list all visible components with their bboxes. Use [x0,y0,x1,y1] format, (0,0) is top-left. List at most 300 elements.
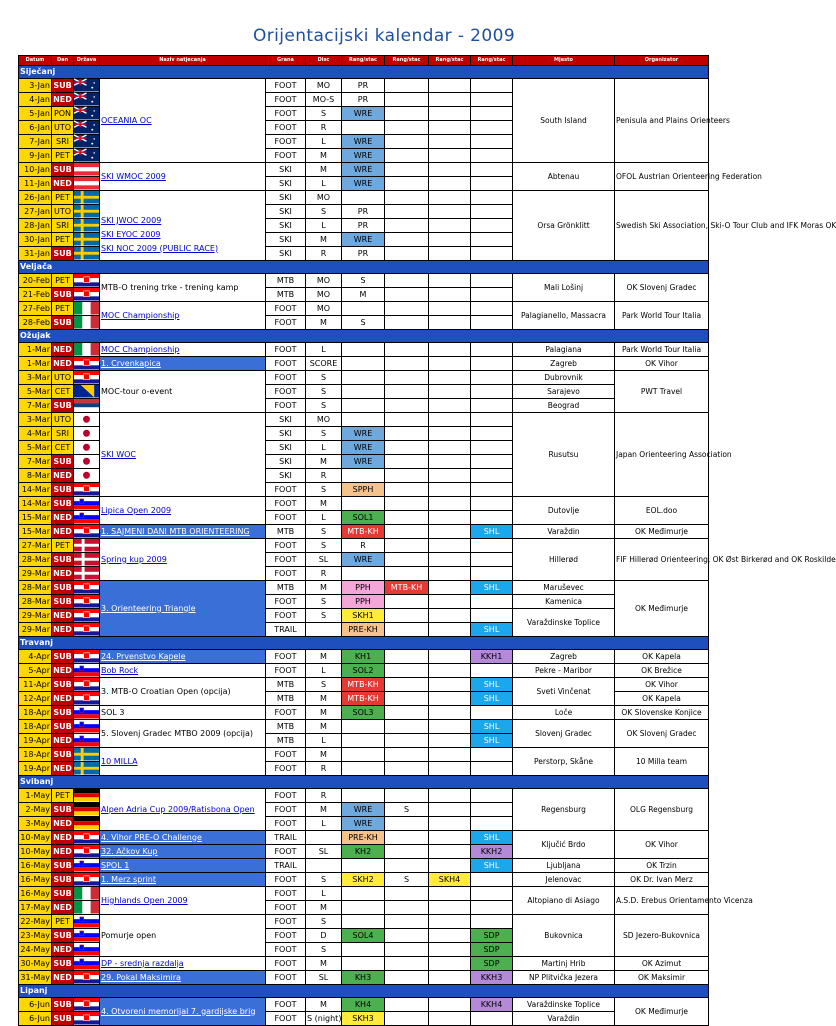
organizer-cell: OK Međimurje [615,581,709,637]
rank-cell: SKH3 [342,1012,385,1026]
rank-cell [342,943,385,957]
event-name-link[interactable]: Bob Rock [100,664,266,678]
event-row [19,413,709,427]
date-cell: 19-Apr [19,734,52,748]
location-cell: Abtenau [513,163,615,191]
rank-cell [429,427,471,441]
event-name-line[interactable]: SKI JWOC 2009 [101,215,162,225]
branch-cell: FOOT [266,943,306,957]
rank-cell [385,762,429,776]
rank-cell [429,247,471,261]
discipline-cell: S [306,678,342,692]
rank-cell [385,817,429,831]
rank-cell [385,163,429,177]
location-cell: Ljubljana [513,859,615,873]
rank-cell [471,205,513,219]
date-cell: 16-May [19,887,52,901]
rank-cell [429,483,471,497]
event-name-link[interactable]: DP - srednja razdalja [100,957,266,971]
day-cell: CET [52,441,74,455]
month-header-row [19,637,709,650]
organizer-cell: Swedish Ski Association, Ski-O Tour Club and IFK Moras OK [615,191,709,261]
discipline-cell [306,623,342,637]
rank-cell [471,803,513,817]
rank-cell [471,302,513,316]
cro-flag-icon [74,288,100,302]
discipline-cell: S [306,595,342,609]
branch-cell: FOOT [266,789,306,803]
date-cell: 1-May [19,789,52,803]
rank-cell [385,971,429,985]
rank-cell [429,274,471,288]
column-header: Rang/stac [385,56,429,66]
rank-cell [471,357,513,371]
branch-cell: FOOT [266,553,306,567]
discipline-cell: S [306,539,342,553]
cro-flag-icon [74,971,100,985]
discipline-cell: S [306,525,342,539]
date-cell: 7-Mar [19,399,52,413]
rank-cell [471,553,513,567]
organizer-cell: Park World Tour Italia [615,343,709,357]
rank-cell: MTB-KH [342,692,385,706]
rank-cell [429,664,471,678]
discipline-cell: L [306,511,342,525]
den-flag-icon [74,567,100,581]
event-name-link[interactable]: Lipica Open 2009 [100,497,266,525]
date-cell: 28-Mar [19,581,52,595]
aus-flag-icon [74,107,100,121]
event-name-link[interactable]: SKI WOC [100,413,266,497]
rank-cell: WRE [342,427,385,441]
discipline-cell: SL [306,553,342,567]
slo-flag-icon [74,664,100,678]
date-cell: 10-May [19,845,52,859]
branch-cell: FOOT [266,915,306,929]
day-cell: UTO [52,121,74,135]
event-name-link[interactable]: MOC Championship [100,343,266,357]
rank-cell [385,748,429,762]
discipline-cell: S [306,483,342,497]
cro-flag-icon [74,483,100,497]
discipline-cell: L [306,887,342,901]
aus-flag-icon [74,79,100,93]
rank-cell [385,371,429,385]
rank-cell [471,121,513,135]
location-cell: Hillerød [513,539,615,581]
branch-cell: FOOT [266,357,306,371]
rank-cell: SHL [471,525,513,539]
rank-cell [342,302,385,316]
discipline-cell: M [306,901,342,915]
event-row [19,971,709,985]
slo-flag-icon [74,957,100,971]
rank-cell [385,692,429,706]
ita-flag-icon [74,887,100,901]
event-row [19,678,709,692]
rank-cell [342,469,385,483]
rank-cell [471,385,513,399]
day-cell: NED [52,469,74,483]
date-cell: 5-Mar [19,385,52,399]
slo-flag-icon [74,734,100,748]
rank-cell: SHL [471,734,513,748]
rank-cell [429,399,471,413]
rank-cell [385,525,429,539]
rank-cell [385,553,429,567]
location-cell: Maruševec [513,581,615,595]
date-cell: 11-Jan [19,177,52,191]
discipline-cell: M [306,497,342,511]
organizer-cell: OK Međimurje [615,525,709,539]
date-cell: 6-Jun [19,1012,52,1026]
event-name-link: 5. Slovenj Gradec MTBO 2009 (opcija) [100,720,266,748]
rank-cell: PRE-KH [342,831,385,845]
day-cell: PET [52,915,74,929]
rank-cell [385,859,429,873]
date-cell: 14-Mar [19,483,52,497]
organizer-cell: OK Vihor [615,678,709,692]
date-cell: 6-Jun [19,998,52,1012]
rank-cell [471,567,513,581]
branch-cell: FOOT [266,664,306,678]
discipline-cell: MO-S [306,93,342,107]
den-flag-icon [74,553,100,567]
branch-cell: FOOT [266,107,306,121]
rank-cell [385,191,429,205]
event-name-line[interactable]: SKI EYOC 2009 [101,229,161,239]
swe-flag-icon [74,762,100,776]
rank-cell [429,385,471,399]
branch-cell: FOOT [266,399,306,413]
discipline-cell: L [306,817,342,831]
day-cell: SUB [52,399,74,413]
branch-cell: FOOT [266,845,306,859]
column-header: Grana [266,56,306,66]
discipline-cell: M [306,748,342,762]
month-label: Svibanj [19,776,709,789]
rank-cell: WRE [342,149,385,163]
rank-cell [429,831,471,845]
location-cell: Sveti Vinčenat [513,678,615,706]
day-cell: NED [52,664,74,678]
day-cell: NED [52,692,74,706]
column-header: Naziv natjecanja [100,56,266,66]
event-row [19,706,709,720]
column-header: Dan [52,56,74,66]
branch-cell: SKI [266,233,306,247]
rank-cell [385,734,429,748]
rank-cell [342,957,385,971]
rank-cell [385,441,429,455]
branch-cell: MTB [266,734,306,748]
rank-cell [385,720,429,734]
branch-cell: FOOT [266,483,306,497]
event-name-link[interactable]: Spring kup 2009 [100,539,266,581]
rank-cell: SHL [471,831,513,845]
day-cell: NED [52,734,74,748]
date-cell: 31-Jan [19,247,52,261]
cro-flag-icon [74,595,100,609]
date-cell: 29-Mar [19,567,52,581]
column-header: Organizator [615,56,709,66]
discipline-cell: S [306,915,342,929]
event-row [19,302,709,316]
rank-cell [385,316,429,330]
location-cell: Varaždin [513,525,615,539]
date-cell: 6-Jan [19,121,52,135]
event-name-link[interactable]: OCEANIA OC [100,79,266,163]
rank-cell: S [342,274,385,288]
branch-cell: FOOT [266,998,306,1012]
branch-cell: SKI [266,219,306,233]
event-name-line[interactable]: SKI NOC 2009 (PUBLIC RACE) [101,243,219,253]
rank-cell: SDP [471,957,513,971]
discipline-cell: M [306,706,342,720]
rank-cell [471,149,513,163]
date-cell: 2-May [19,803,52,817]
location-cell: Pekre - Maribor [513,664,615,678]
rank-cell [471,887,513,901]
day-cell: SUB [52,748,74,762]
branch-cell: TRAIL [266,859,306,873]
location-cell: Jelenovac [513,873,615,887]
location-cell: Perstorp, Skåne [513,748,615,776]
date-cell: 20-Feb [19,274,52,288]
cro-flag-icon [74,998,100,1012]
rank-cell: MTB-KH [385,581,429,595]
date-cell: 16-May [19,859,52,873]
date-cell: 3-May [19,817,52,831]
rank-cell [471,135,513,149]
rank-cell [471,247,513,261]
branch-cell: SKI [266,163,306,177]
event-name-link[interactable]: 1. SAJMENI DANI MTB ORIENTEERING [100,525,266,539]
swe-flag-icon [74,233,100,247]
discipline-cell: M [306,581,342,595]
day-cell: SUB [52,581,74,595]
column-header: Datum [19,56,52,66]
branch-cell: FOOT [266,748,306,762]
rank-cell: WRE [342,135,385,149]
event-row [19,525,709,539]
rank-cell [342,357,385,371]
event-row [19,343,709,357]
date-cell: 28-Mar [19,595,52,609]
event-name-link[interactable]: MOC Championship [100,302,266,330]
discipline-cell: S [306,107,342,121]
rank-cell [385,357,429,371]
date-cell: 15-Mar [19,525,52,539]
discipline-cell: M [306,650,342,664]
rank-cell [385,650,429,664]
discipline-cell: MO [306,274,342,288]
event-name-link[interactable]: SPOL 1 [100,859,266,873]
event-row [19,748,709,762]
rank-cell [429,553,471,567]
rank-cell: MTB-KH [342,525,385,539]
rank-cell [385,511,429,525]
day-cell: SUB [52,998,74,1012]
location-cell: Altopiano di Asiago [513,887,615,915]
branch-cell: FOOT [266,817,306,831]
rank-cell [471,163,513,177]
branch-cell: FOOT [266,957,306,971]
day-cell: NED [52,511,74,525]
day-cell: SUB [52,288,74,302]
day-cell: SRI [52,219,74,233]
cro-flag-icon [74,650,100,664]
date-cell: 7-Mar [19,455,52,469]
day-cell: NED [52,93,74,107]
rank-cell [429,539,471,553]
rank-cell [429,803,471,817]
organizer-cell: OK Vihor [615,831,709,859]
rank-cell [471,873,513,887]
date-cell: 11-Apr [19,678,52,692]
rank-cell [385,943,429,957]
rank-cell [429,233,471,247]
event-name-link[interactable]: Highlands Open 2009 [100,887,266,915]
date-cell: 23-May [19,929,52,943]
organizer-cell: OK Slovenske Konjice [615,706,709,720]
event-name-link[interactable]: 29. Pokal Maksimira [100,971,266,985]
event-name-link[interactable]: 10 MILLA [100,748,266,776]
date-cell: 27-Feb [19,302,52,316]
date-cell: 10-Jan [19,163,52,177]
event-name-link[interactable]: 3. Orienteering Triangle [100,581,266,637]
rank-cell [385,399,429,413]
rank-cell: SKH4 [429,873,471,887]
rank-cell [385,455,429,469]
rank-cell [342,413,385,427]
branch-cell: SKI [266,191,306,205]
branch-cell: FOOT [266,343,306,357]
rank-cell [429,79,471,93]
rank-cell [471,817,513,831]
rank-cell [385,595,429,609]
discipline-cell: SL [306,845,342,859]
location-cell: Sarajevo [513,385,615,399]
location-cell: Martinj Hrib [513,957,615,971]
rank-cell [471,469,513,483]
swe-flag-icon [74,205,100,219]
day-cell: PON [52,107,74,121]
event-name-link[interactable]: 24. Prvenstvo Kapele [100,650,266,664]
branch-cell: FOOT [266,497,306,511]
rank-cell: WRE [342,233,385,247]
branch-cell: FOOT [266,149,306,163]
rank-cell [385,343,429,357]
rank-cell [385,149,429,163]
event-name-link[interactable]: 32. Ačkov Kup [100,845,266,859]
branch-cell: MTB [266,525,306,539]
day-cell: SUB [52,957,74,971]
aus-flag-icon [74,135,100,149]
rank-cell [385,497,429,511]
organizer-cell: Park World Tour Italia [615,302,709,330]
rank-cell [342,497,385,511]
date-cell: 4-Jan [19,93,52,107]
cro-flag-icon [74,581,100,595]
rank-cell [429,107,471,121]
rank-cell [385,887,429,901]
day-cell: NED [52,943,74,957]
branch-cell: SKI [266,177,306,191]
cro-flag-icon [74,609,100,623]
rank-cell [385,789,429,803]
event-row [19,539,709,553]
cro-flag-icon [74,357,100,371]
discipline-cell: MO [306,191,342,205]
rank-cell [471,79,513,93]
rank-cell: KKH3 [471,971,513,985]
date-cell: 4-Apr [19,650,52,664]
rank-cell [429,678,471,692]
rank-cell [385,901,429,915]
rank-cell [429,650,471,664]
discipline-cell: MO [306,302,342,316]
event-name-link[interactable]: 4. Vihor PRE-O Challenge [100,831,266,845]
event-name-link[interactable]: SKI WMOC 2009 [100,163,266,191]
organizer-cell: OK Slovenj Gradec [615,274,709,302]
event-name-link[interactable]: 4. Otvoreni memorijal 7. gardijske brig [100,998,266,1026]
event-name-link[interactable] [100,191,266,261]
event-name-link[interactable]: 1. Crvenkapica [100,357,266,371]
ita-flag-icon [74,316,100,330]
event-name-link[interactable]: 1. Merz sprint [100,873,266,887]
day-cell: NED [52,901,74,915]
rank-cell [429,121,471,135]
rank-cell [429,135,471,149]
rank-cell [342,915,385,929]
organizer-cell: PWT Travel [615,371,709,413]
day-cell: SUB [52,595,74,609]
date-cell: 21-Feb [19,288,52,302]
discipline-cell: L [306,343,342,357]
rank-cell [342,734,385,748]
rank-cell: WRE [342,455,385,469]
rank-cell: SPPH [342,483,385,497]
swe-flag-icon [74,748,100,762]
month-label: Travanj [19,637,709,650]
rank-cell: PR [342,93,385,107]
rank-cell [342,901,385,915]
date-cell: 8-Mar [19,469,52,483]
event-row [19,497,709,511]
day-cell: NED [52,343,74,357]
rank-cell: KKH2 [471,845,513,859]
date-cell: 3-Mar [19,371,52,385]
branch-cell: MTB [266,288,306,302]
date-cell: 4-Mar [19,427,52,441]
rank-cell [471,483,513,497]
date-cell: 16-May [19,873,52,887]
cro-flag-icon [74,873,100,887]
rank-cell: PR [342,247,385,261]
branch-cell: SKI [266,469,306,483]
location-cell: Palagiana [513,343,615,357]
branch-cell: FOOT [266,595,306,609]
rank-cell: KH3 [342,971,385,985]
rank-cell [385,998,429,1012]
event-name-link[interactable]: Alpen Adria Cup 2009/Ratisbona Open [100,789,266,831]
day-cell: CET [52,385,74,399]
day-cell: SUB [52,873,74,887]
den-flag-icon [74,539,100,553]
date-cell: 9-Jan [19,149,52,163]
rank-cell [471,762,513,776]
